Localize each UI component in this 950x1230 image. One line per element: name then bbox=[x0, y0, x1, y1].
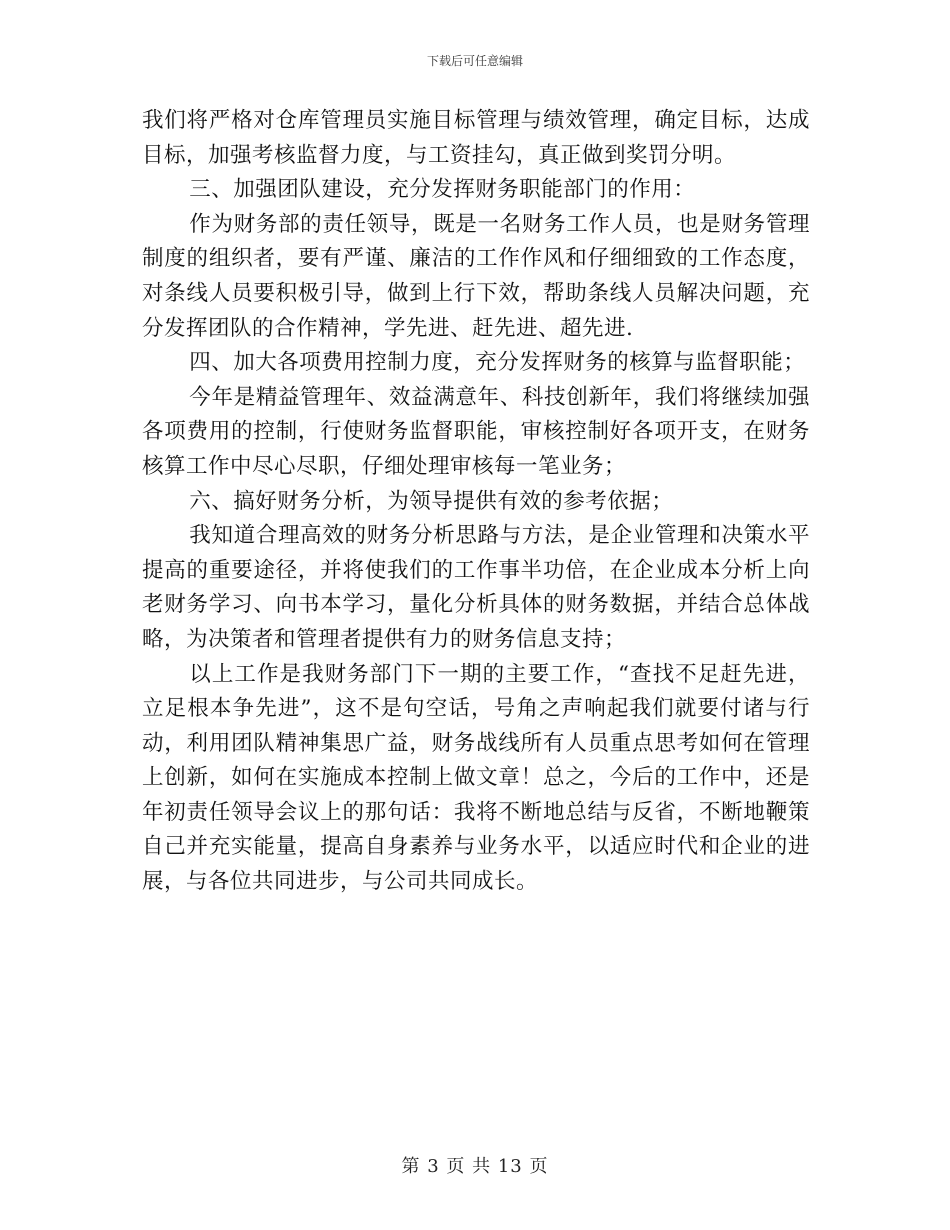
paragraph-1: 我们将严格对仓库管理员实施目标管理与绩效管理，确定目标，达成目标，加强考核监督力度，与工资挂勾，真正做到奖罚分明。 bbox=[142, 108, 810, 168]
paragraph-3: 今年是精益管理年、效益满意年、科技创新年，我们将继续加强各项费用的控制，行使财务监督职能，审核控制好各项开支，在财务核算工作中尽心尽职，仔细处理审核每一笔业务； bbox=[142, 384, 810, 479]
section-heading-3: 三、加强团队建设，充分发挥财务职能部门的作用： bbox=[189, 177, 696, 203]
section-heading-6: 六、搞好财务分析，为领导提供有效的参考依据； bbox=[189, 488, 674, 514]
page-number: 第 3 页 共 13 页 bbox=[401, 1156, 549, 1177]
document-body bbox=[142, 104, 810, 900]
page-header: 下载后可任意编辑 bbox=[426, 54, 523, 68]
paragraph-2: 作为财务部的责任领导，既是一名财务工作人员，也是财务管理制度的组织者，要有严谨、廉洁的工作作风和仔细细致的工作态度，对条线人员要积极引导，做到上行下效，帮助条线人员解决问题，充分发挥团队的合作精神，学先进、赶先进、超先进. bbox=[142, 211, 810, 341]
section-heading-4: 四、加大各项费用控制力度，充分发挥财务的核算与监督职能； bbox=[189, 350, 806, 376]
paragraph-5: 以上工作是我财务部门下一期的主要工作，“查找不足赶先进，立足根本争先进”，这不是句空话，号角之声响起我们就要付诸与行动，利用团队精神集思广益，财务战线所有人员重点思考如何在管理上创新，如何在实施成本控制上做文章！总之，今后的工作中，还是年初责任领导会议上的那句话：我将不断地总结与反省，不断地鞭策自己并充实能量，提高自身素养与业务水平，以适应时代和企业的进展，与各位共同进步，与公司共同成长。 bbox=[142, 661, 810, 895]
paragraph-4: 我知道合理高效的财务分析思路与方法，是企业管理和决策水平提高的重要途径，并将使我们的工作事半功倍，在企业成本分析上向老财务学习、向书本学习，量化分析具体的财务数据，并结合总体战略，为决策者和管理者提供有力的财务信息支持； bbox=[142, 523, 810, 652]
